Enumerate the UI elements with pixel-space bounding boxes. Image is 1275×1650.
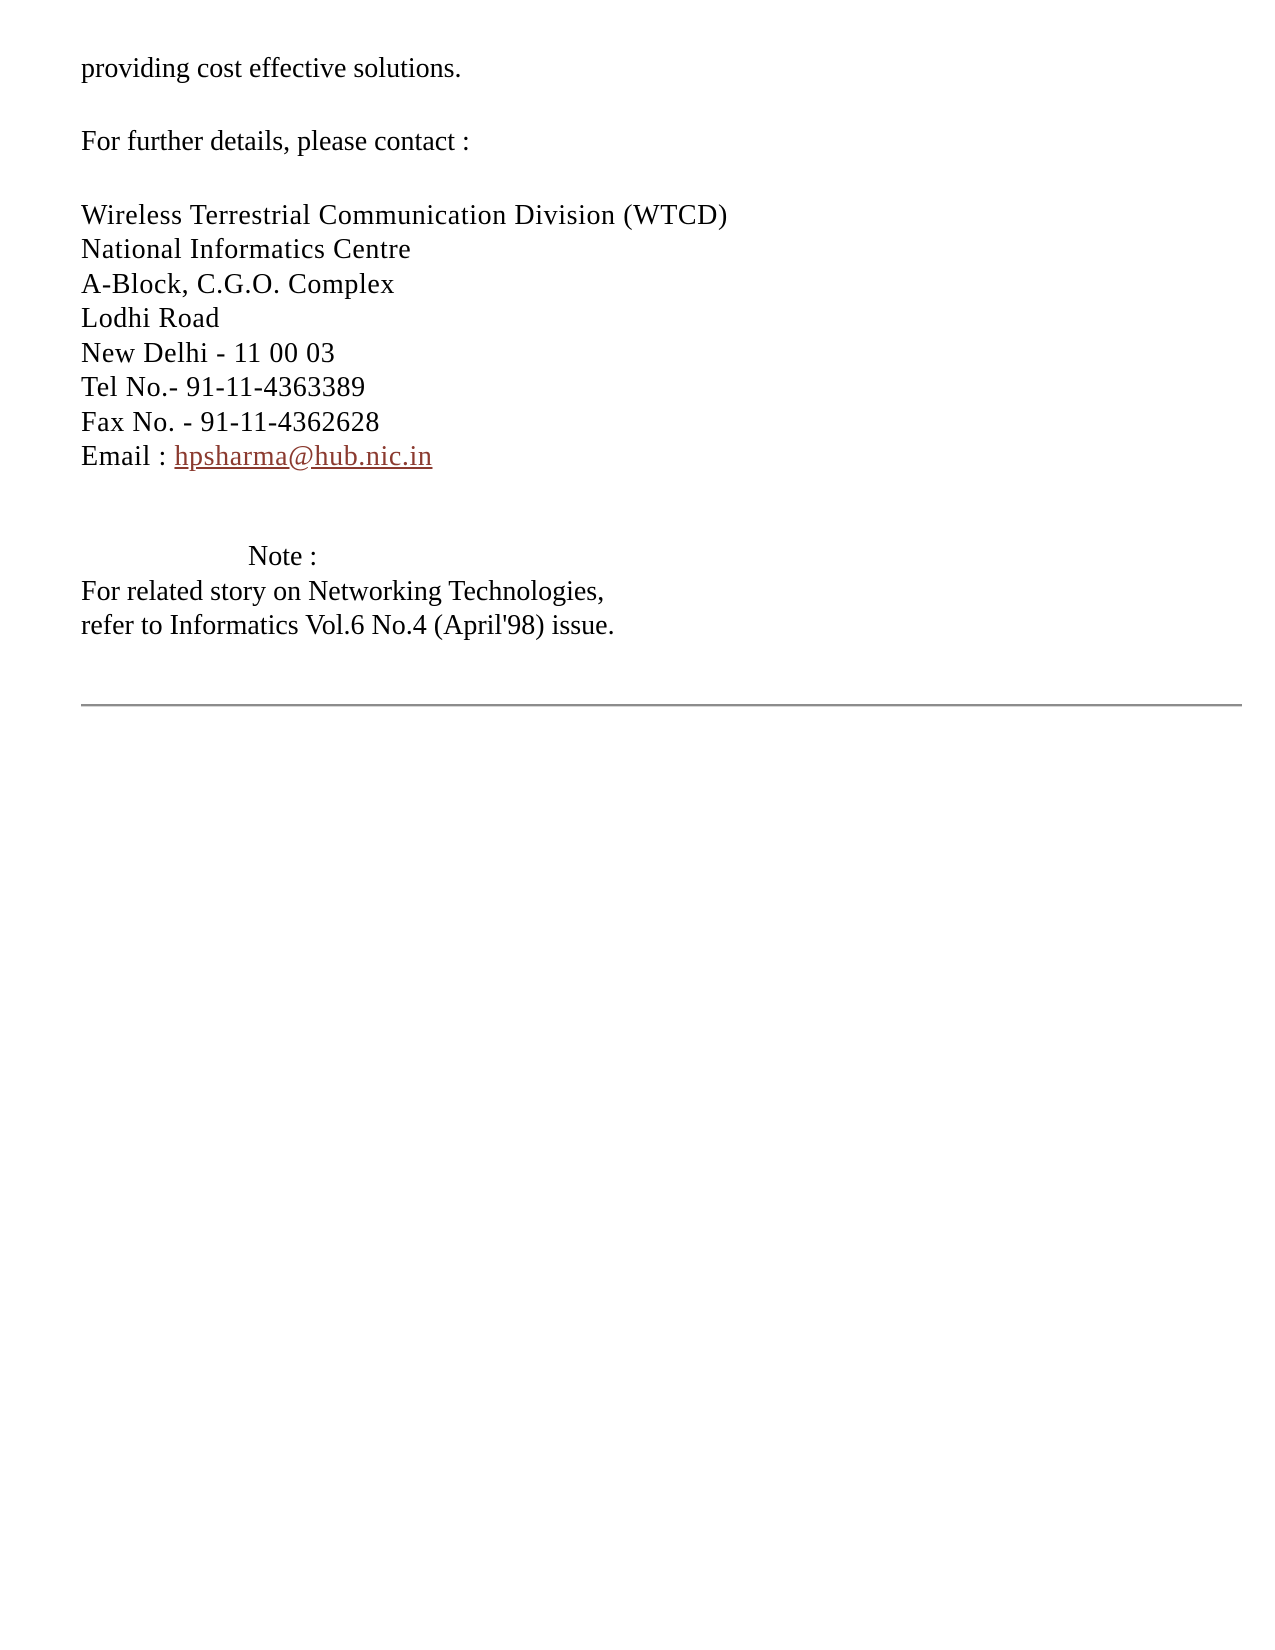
closing-line: providing cost effective solutions. (81, 53, 462, 84)
address-road: Lodhi Road (81, 303, 220, 334)
email-line (81, 440, 432, 474)
contact-prompt: For further details, please contact : (81, 126, 470, 157)
address-block: A-Block, C.G.O. Complex (81, 269, 396, 300)
address-city: New Delhi - 11 00 03 (81, 338, 336, 369)
address-organization: National Informatics Centre (81, 234, 412, 265)
email-label: Email : (81, 441, 175, 472)
note-label: Note : (248, 541, 318, 572)
email-link[interactable]: hpsharma@hub.nic.in (174, 441, 433, 472)
note-line-1: For related story on Networking Technologies, (81, 576, 605, 607)
address-division: Wireless Terrestrial Communication Division (WTCD) (81, 200, 728, 231)
note-line-2: refer to Informatics Vol.6 No.4 (April'98) issue. (81, 610, 615, 641)
horizontal-rule (81, 704, 1242, 707)
address-fax: Fax No. - 91-11-4362628 (81, 407, 380, 438)
address-tel: Tel No.- 91-11-4363389 (81, 372, 366, 403)
